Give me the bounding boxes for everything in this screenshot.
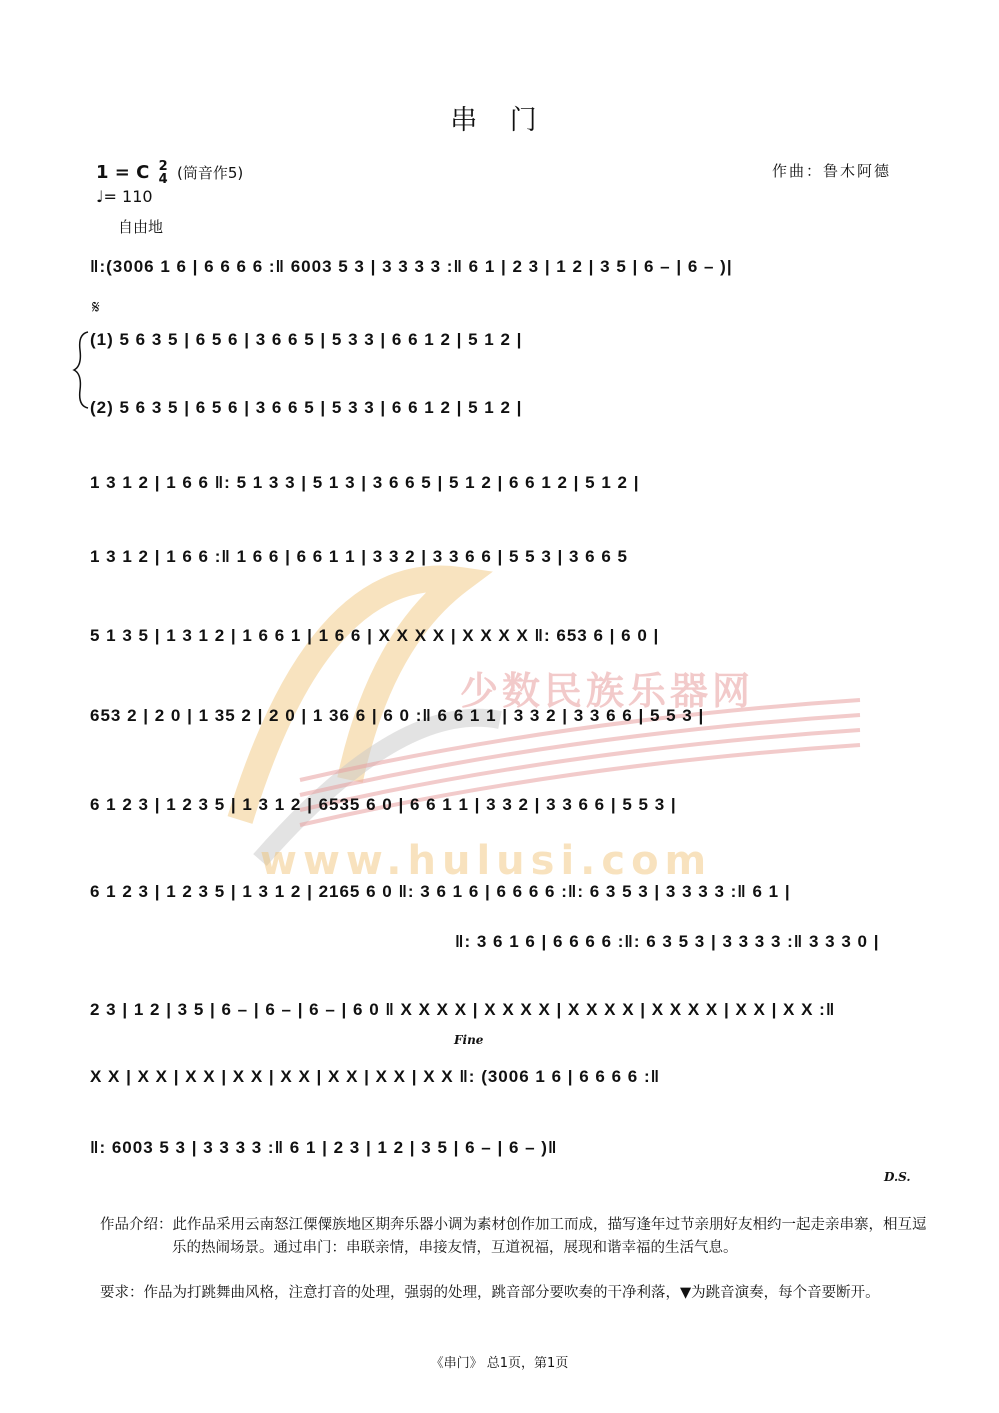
intro-text: 此作品采用云南怒江傈僳族地区期奔乐器小调为素材创作加工而成，描写逢年过节亲朋好友相约一起走亲串寨，相互逗乐的热闹场景。通过串门：串联亲情，串接友情，互道祝福，展现和谐幸福的生活气息。: [172, 1217, 927, 1256]
segno-sign: 𝄋: [92, 297, 100, 318]
system-brace-icon: [72, 330, 92, 410]
key-label: 1 = C: [96, 162, 150, 183]
score-row-12: X X | X X | X X | X X | X X | X X | X X | X X ‖: (3006 1 6 | 6 6 6 6 :‖: [90, 1067, 661, 1086]
tempo-mark: ♩= 110: [96, 187, 153, 206]
score-row-7: 653 2 | 2 0 | 1 35 2 | 2 0 | 1 36 6 | 6 0 :‖ 6 6 1 1 | 3 3 2 | 3 3 6 6 | 5 5 3 |: [90, 706, 705, 725]
req-paragraph: [100, 1282, 940, 1305]
score-row-2: (1) 5 6 3 5 | 6 5 6 | 3 6 6 5 | 5 3 3 | 6 6 1 2 | 5 1 2 |: [90, 330, 523, 349]
performance-requirements: [100, 1282, 940, 1305]
watermark-site: 少数民族乐器网: [460, 669, 755, 713]
score-row-8: 6 1 2 3 | 1 2 3 5 | 1 3 1 2 | 6535 6 0 | 6 6 1 1 | 3 3 2 | 3 3 6 6 | 5 5 3 |: [90, 795, 677, 814]
key-signature: [96, 160, 243, 186]
key-note: (筒音作5): [176, 164, 244, 182]
page-title: 串 门: [450, 105, 549, 136]
fine-mark: Fine: [454, 1033, 484, 1047]
score-row-1: ‖:(3006 1 6 | 6 6 6 6 :‖ 6003 5 3 | 3 3 3 3 :‖ 6 1 | 2 3 | 1 2 | 3 5 | 6 – | 6 – )|: [90, 257, 733, 276]
time-bottom: 4: [158, 172, 168, 187]
score-row-9: 6 1 2 3 | 1 2 3 5 | 1 3 1 2 | 2165 6 0 ‖: 3 6 1 6 | 6 6 6 6 :‖: 6 3 5 3 | 3 3 3 3 :‖ 6 1 |: [90, 882, 791, 901]
score-row-13: ‖: 6003 5 3 | 3 3 3 3 :‖ 6 1 | 2 3 | 1 2 | 3 5 | 6 – | 6 – )‖: [90, 1138, 558, 1157]
score-row-5: 1 3 1 2 | 1 6 6 :‖ 1 6 6 | 6 6 1 1 | 3 3 2 | 3 3 6 6 | 5 5 3 | 3 6 6 5: [90, 547, 628, 566]
ds-mark: D.S.: [884, 1170, 911, 1184]
score-row-10: ‖: 3 6 1 6 | 6 6 6 6 :‖: 6 3 5 3 | 3 3 3 3 :‖ 3 3 3 0 |: [455, 932, 880, 951]
free-tempo-mark: 自由地: [118, 218, 164, 236]
page-footer: 《串门》 总1页，第1页: [430, 1356, 569, 1371]
req-label: 要求：: [100, 1285, 144, 1301]
time-top: 2: [158, 159, 168, 174]
score-row-4: 1 3 1 2 | 1 6 6 ‖: 5 1 3 3 | 5 1 3 | 3 6 6 5 | 5 1 2 | 6 6 1 2 | 5 1 2 |: [90, 473, 640, 492]
score-row-6: 5 1 3 5 | 1 3 1 2 | 1 6 6 1 | 1 6 6 | X X X X | X X X X ‖: 653 6 | 6 0 |: [90, 626, 660, 645]
watermark-url: www.hulusi.com: [260, 838, 713, 884]
score-row-11: 2 3 | 1 2 | 3 5 | 6 – | 6 – | 6 – | 6 0 ‖ X X X X | X X X X | X X X X | X X X X | X X | X X :‖: [90, 1000, 836, 1019]
time-signature: [159, 160, 168, 186]
score-row-3: (2) 5 6 3 5 | 6 5 6 | 3 6 6 5 | 5 3 3 | 6 6 1 2 | 5 1 2 |: [90, 398, 523, 417]
req-text: 作品为打跳舞曲风格，注意打音的处理，强弱的处理，跳音部分要吹奏的干净利落，▼为跳音演奏，每个音要断开。: [143, 1285, 880, 1301]
work-introduction: [100, 1214, 940, 1260]
composer-credit: 作曲：鲁木阿德: [772, 162, 892, 180]
intro-paragraph: [100, 1214, 940, 1260]
intro-label: 作品介绍：: [100, 1217, 173, 1233]
